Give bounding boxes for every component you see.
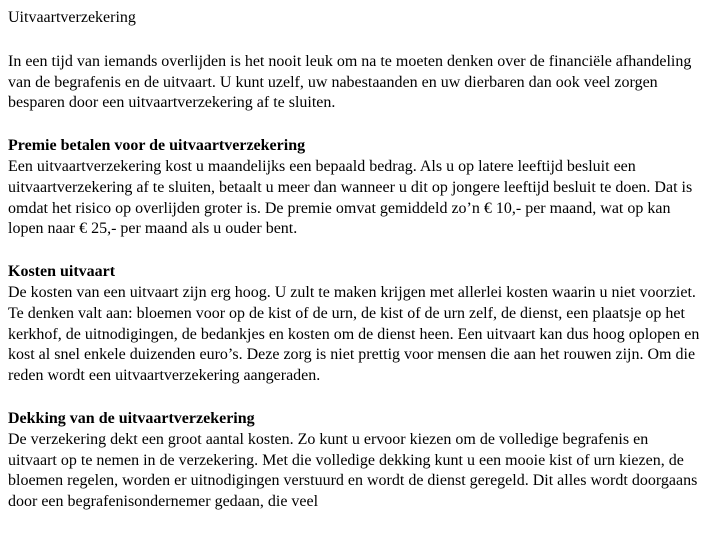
section-dekking bbox=[8, 409, 700, 513]
section-body-premie: Een uitvaartverzekering kost u maandelijks een bepaald bedrag. Als u op latere leeftijd besluit een uitvaartverzekering af te sluiten, betaalt u meer dan wanneer u dit op jongere leeftijd besluit te doen. Dat is omdat het risico op overlijden groter is. De premie omvat gemiddeld zo’n € 10,- per maand, wat op kan lopen naar € 25,- per maand als u ouder bent. bbox=[8, 157, 693, 238]
document-page bbox=[8, 8, 700, 535]
section-heading-kosten: Kosten uitvaart bbox=[8, 263, 116, 281]
intro-paragraph: In een tijd van iemands overlijden is het nooit leuk om na te moeten denken over de financiële afhandeling van de begrafenis en de uitvaart. U kunt uzelf, uw nabestaanden en uw dierbaren dan ook veel zorgen besparen door een uitvaartverzekering af te sluiten. bbox=[8, 52, 692, 112]
section-heading-premie: Premie betalen voor de uitvaartverzekering bbox=[8, 137, 306, 155]
section-premie bbox=[8, 136, 700, 240]
section-body-dekking: De verzekering dekt een groot aantal kosten. Zo kunt u ervoor kiezen om de volledige begrafenis en uitvaart op te nemen in de verzekering. Met die volledige dekking kunt u een mooie kist of urn kiezen, de bloemen regelen, worden er uitnodigingen verstuurd en wordt de dienst geregeld. Dit alles wordt doorgaans door een begrafenisondernemer gedaan, die veel bbox=[8, 430, 698, 511]
section-heading-dekking: Dekking van de uitvaartverzekering bbox=[8, 409, 255, 427]
section-kosten bbox=[8, 262, 700, 387]
section-body-kosten: De kosten van een uitvaart zijn erg hoog. U zult te maken krijgen met allerlei kosten waarin u niet voorziet. Te denken valt aan: bloemen voor op de kist of de urn, de kist of de urn zelf, de dienst, een plaatsje op het kerkhof, de uitnodigingen, de bedankjes en kosten om de dienst heen. Een uitvaart kan dus hoog oplopen en kost al snel enkele duizenden euro’s. Deze zorg is niet prettig voor mensen die aan het rouwen zijn. Om die reden wordt een uitvaartverzekering aangeraden. bbox=[8, 283, 700, 385]
document-title: Uitvaartverzekering bbox=[8, 9, 136, 26]
